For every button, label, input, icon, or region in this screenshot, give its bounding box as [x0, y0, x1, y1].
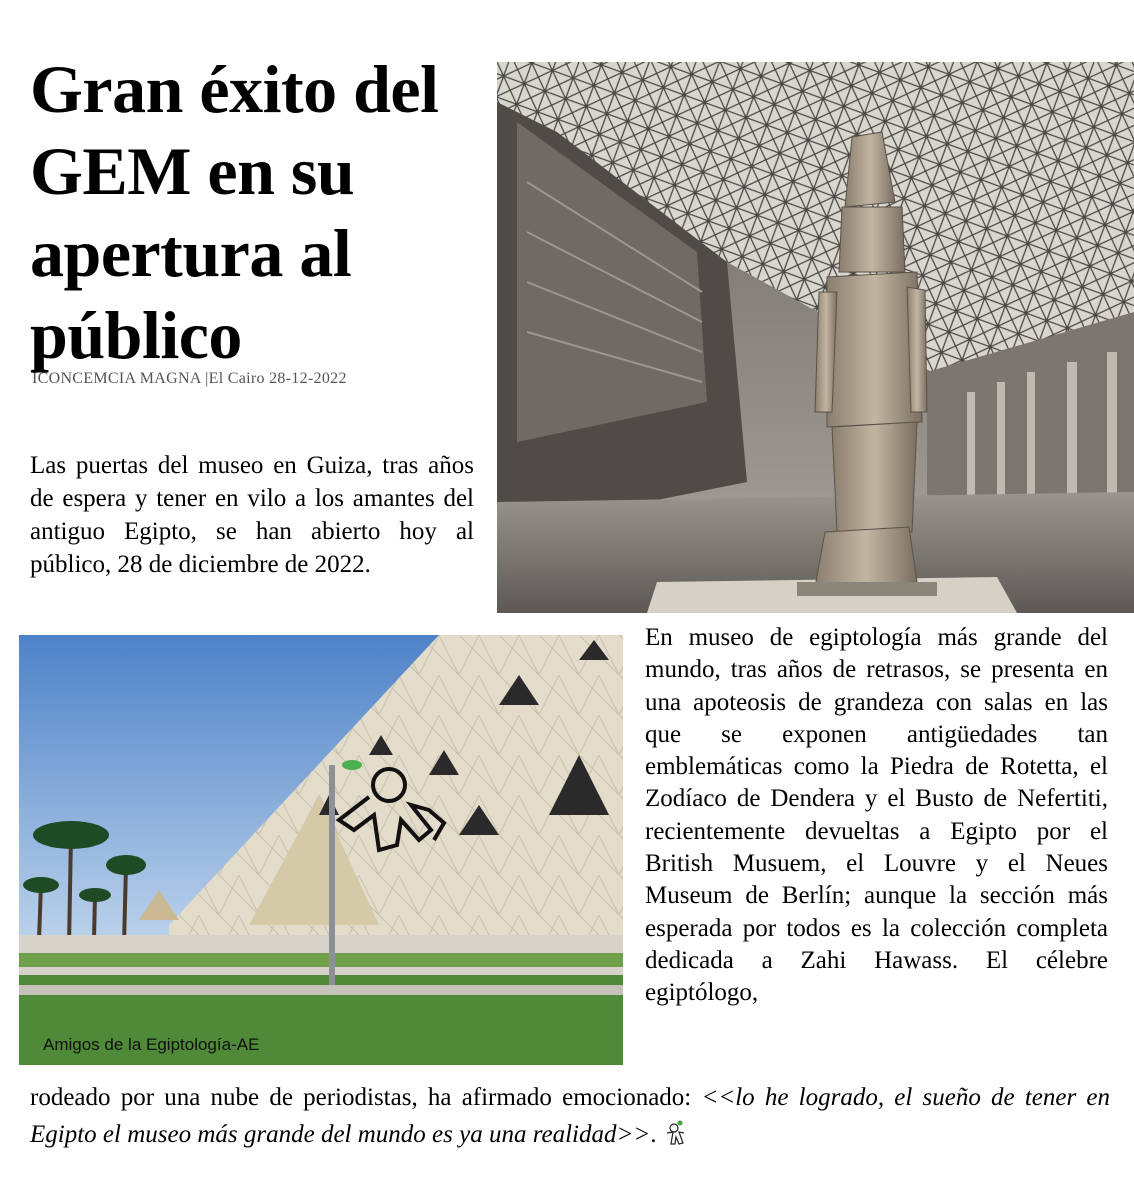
body-paragraph-bottom — [30, 1079, 1110, 1157]
body-bottom-text: rodeado por una nube de periodistas, ha afirmado emocionado: — [30, 1084, 692, 1111]
statue-photo-icon — [497, 62, 1134, 613]
body-paragraph-right: En museo de egiptología más grande del mundo, tras años de retrasos, se presenta en una apoteosis de grandeza con salas en las que se exponen antigüedades tan emblemáticas como la Piedra de Rotetta, el Zodíaco de Dendera y el Busto de Nefertiti, recientemente devueltas a Egipto por el British Musuem, el Louvre y el Neues Museum de Berlín; aunque la sección más esperada por todos es la colección completa dedicada a Zahi Hawass. El célebre egiptólogo, — [645, 624, 1108, 1007]
end-punct: . — [650, 1121, 657, 1148]
byline: ICONCEMCIA MAGNA |El Cairo 28-12-2022 — [32, 370, 347, 387]
facade-photo-icon — [19, 635, 623, 1065]
museum-facade-photo — [19, 635, 623, 1065]
grand-hall-photo — [497, 62, 1134, 613]
quote: <<lo he logrado, el sueño de tener en Egipto el museo más grande del mundo es ya una realidad>> — [30, 1084, 1111, 1148]
intro-paragraph: Las puertas del museo en Guiza, tras años de espera y tener en vilo a los amantes del antiguo Egipto, se han abierto hoy al público, 28 de diciembre de 2022. — [30, 452, 474, 578]
photo-caption: Amigos de la Egiptología-AE — [43, 1035, 260, 1054]
headline: Gran éxito del GEM en su apertura al público — [30, 51, 439, 373]
ae-logo-icon — [663, 1120, 687, 1157]
